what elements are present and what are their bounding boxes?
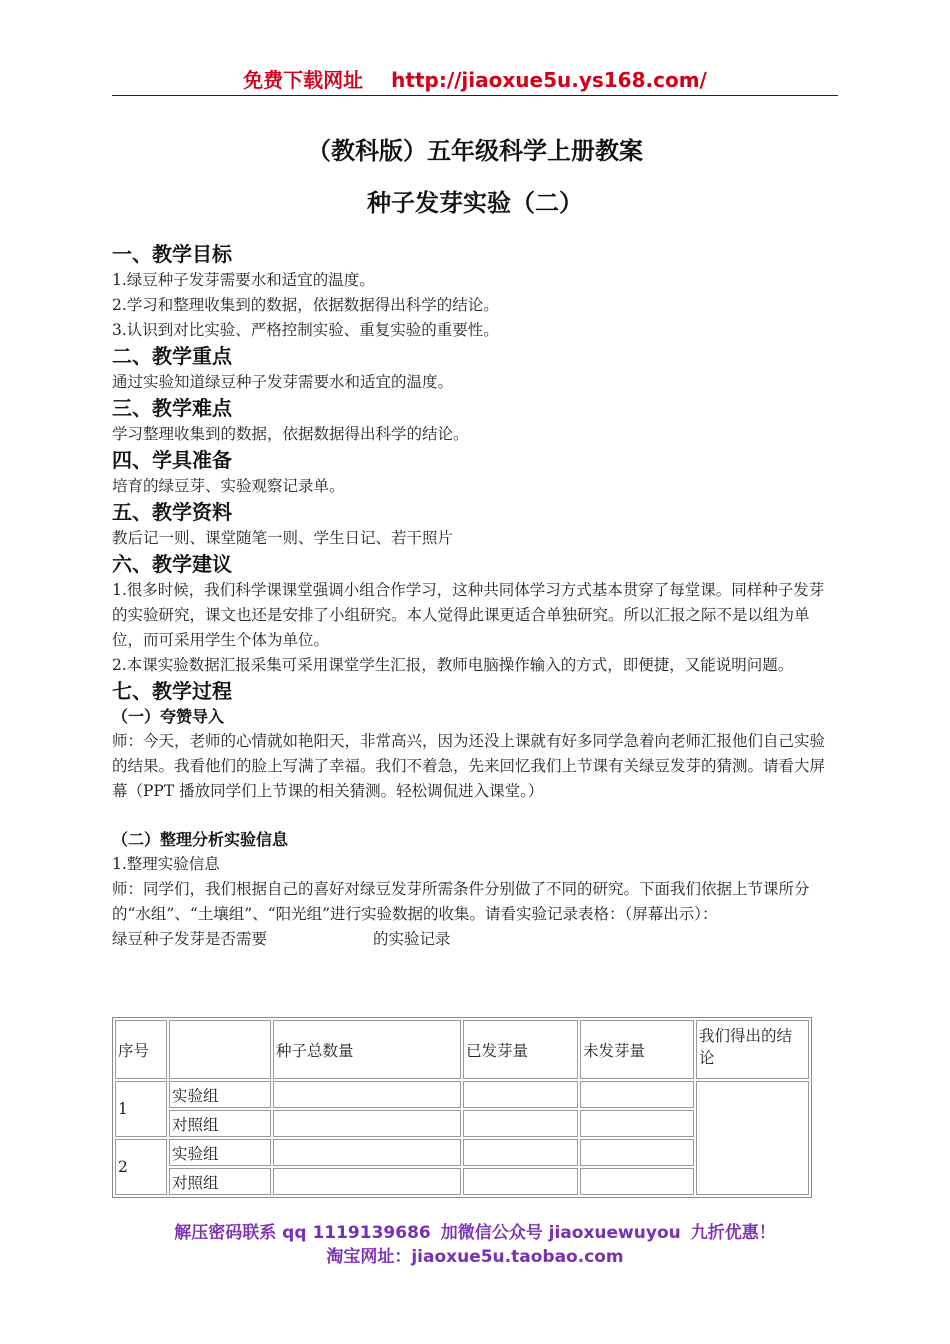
goal-item: 1.绿豆种子发芽需要水和适宜的温度。 [112,271,375,289]
group-type-cell: 对照组 [169,1168,271,1195]
empty-cell [463,1110,578,1137]
suggestion-item: 1.很多时候，我们科学课课堂强调小组合作学习，这种共同体学习方式基本贯穿了每堂课。同样种子发芽的实验研究，课文也还是安排了小组研究。本人觉得此课更适合单独研究。所以汇报之际不是以组为单位，而可采用学生个体为单位。 [112,581,825,649]
group-index-cell: 1 [115,1081,167,1137]
footer-qq: 解压密码联系 qq 1119139686 [174,1223,431,1243]
empty-cell [273,1139,461,1166]
resources-text: 教后记一则、课堂随笔一则、学生日记、若干照片 [112,529,454,547]
section-heading-process: 七、教学过程 [112,679,232,703]
section-heading-resources: 五、教学资料 [112,500,232,524]
empty-cell [273,1081,461,1108]
table-header-cell: 我们得出的结论 [696,1020,809,1079]
difficulties-text: 学习整理收集到的数据，依据数据得出科学的结论。 [112,425,469,443]
empty-cell [273,1110,461,1137]
materials-text: 培育的绿豆芽、实验观察记录单。 [112,477,345,495]
section-heading-suggestions: 六、教学建议 [112,552,232,576]
table-header-cell: 序号 [115,1020,167,1079]
header-url-link[interactable]: http://jiaoxue5u.ys168.com/ [391,68,707,92]
header-label: 免费下载网址 [243,68,364,92]
goal-item: 2.学习和整理收集到的数据，依据数据得出科学的结论。 [112,296,499,314]
process-part2-text: 师：同学们，我们根据自己的喜好对绿豆发芽所需条件分别做了不同的研究。下面我们依据上节课所分的“水组”、“土壤组”、“阳光组”进行实验数据的收集。请看实验记录表格：（屏幕出示）： [112,880,810,923]
group-type-cell: 实验组 [169,1139,271,1166]
section-heading-key-points: 二、教学重点 [112,344,232,368]
group-type-cell: 对照组 [169,1110,271,1137]
table-header-cell: 已发芽量 [463,1020,578,1079]
empty-cell [580,1168,694,1195]
group-index-cell: 2 [115,1139,167,1195]
table-caption: 绿豆种子发芽是否需要 的实验记录 [112,930,451,948]
group-type-cell: 实验组 [169,1081,271,1108]
footer-contact-line [0,1218,950,1243]
empty-cell [463,1081,578,1108]
footer-taobao-link[interactable]: 淘宝网址：jiaoxue5u.taobao.com [326,1247,624,1267]
table-header-cell: 未发芽量 [580,1020,694,1079]
section-heading-materials: 四、学具准备 [112,448,232,472]
document-title: （教科版）五年级科学上册教案 [307,137,643,165]
process-part2-sub: 1.整理实验信息 [112,855,220,873]
lesson-content [112,241,838,952]
lesson-title: 种子发芽实验（二） [367,189,583,217]
section-heading-difficulties: 三、教学难点 [112,396,232,420]
table-header-cell [169,1020,271,1079]
empty-cell [463,1139,578,1166]
section-heading-goals: 一、教学目标 [112,242,232,266]
table-row [115,1081,809,1108]
experiment-record-table [112,1017,812,1198]
header-divider [112,95,838,96]
download-header[interactable] [112,64,838,93]
process-part2-heading: （二）整理分析实验信息 [112,830,289,849]
empty-cell [580,1110,694,1137]
goal-item: 3.认识到对比实验、严格控制实验、重复实验的重要性。 [112,321,499,339]
empty-cell [463,1168,578,1195]
empty-cell [580,1081,694,1108]
empty-cell [580,1139,694,1166]
process-part1-text: 师：今天，老师的心情就如艳阳天，非常高兴，因为还没上课就有好多同学急着向老师汇报他们自己实验的结果。我看他们的脸上写满了幸福。我们不着急，先来回忆我们上节课有关绿豆发芽的猜测。请看大屏幕（PPT 播放同学们上节课的相关猜测。轻松调侃进入课堂。） [112,732,826,800]
process-part1-heading: （一）夸赞导入 [112,707,225,726]
conclusion-cell [696,1081,809,1195]
empty-cell [273,1168,461,1195]
footer-wechat: 加微信公众号 jiaoxuewuyou [440,1223,681,1243]
table-header-cell: 种子总数量 [273,1020,461,1079]
footer-discount: 九折优惠！ [690,1223,776,1243]
table-header-row [115,1020,809,1079]
suggestion-item: 2.本课实验数据汇报采集可采用课堂学生汇报，教师电脑操作输入的方式，即便捷，又能说明问题。 [112,656,794,674]
key-points-text: 通过实验知道绿豆种子发芽需要水和适宜的温度。 [112,373,454,391]
